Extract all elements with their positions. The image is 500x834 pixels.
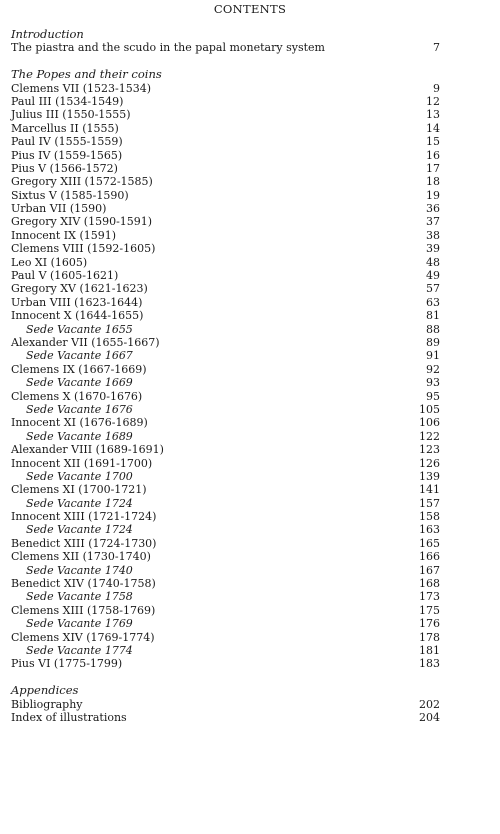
entry-page-number: 19 <box>426 188 440 202</box>
entry-label: Clemens VII (1523-1534) <box>11 81 152 95</box>
entry-page-number: 178 <box>419 630 440 644</box>
entry-page-number: 89 <box>426 335 440 349</box>
entry-page-number: 202 <box>419 697 440 711</box>
entry-page-number: 57 <box>426 282 440 296</box>
entry-page-number: 17 <box>426 161 440 175</box>
entry-page-number: 139 <box>419 469 440 483</box>
contents-section <box>11 68 440 671</box>
entry-page-number: 48 <box>426 255 440 269</box>
entry-label: Sede Vacante 1669 <box>26 376 133 390</box>
toc-entry <box>11 108 440 121</box>
toc-entry-sede-vacante <box>11 617 440 630</box>
entry-page-number: 141 <box>419 483 440 497</box>
contents-sections <box>11 28 440 738</box>
toc-entry <box>11 229 440 242</box>
toc-entry <box>11 443 440 456</box>
entry-page-number: 106 <box>419 416 440 430</box>
toc-entry-sede-vacante <box>11 497 440 510</box>
entry-label: Urban VIII (1623-1644) <box>11 295 143 309</box>
entry-page-number: 7 <box>433 41 440 55</box>
entry-label: Sede Vacante 1667 <box>26 349 133 363</box>
entry-page-number: 168 <box>419 577 440 591</box>
entry-label: Clemens VIII (1592-1605) <box>11 242 156 256</box>
entry-page-number: 105 <box>419 402 440 416</box>
toc-entry <box>11 122 440 135</box>
entry-label: Paul III (1534-1549) <box>11 94 124 108</box>
toc-entry <box>11 256 440 269</box>
toc-entry <box>11 41 440 54</box>
entry-label: Innocent X (1644-1655) <box>11 309 144 323</box>
entry-page-number: 91 <box>426 349 440 363</box>
toc-entry-sede-vacante <box>11 349 440 362</box>
entry-page-number: 16 <box>426 148 440 162</box>
entry-label: Paul V (1605-1621) <box>11 269 119 283</box>
entry-label: Benedict XIV (1740-1758) <box>11 577 156 591</box>
entry-label: Clemens IX (1667-1669) <box>11 362 147 376</box>
entry-label: Bibliography <box>11 697 83 711</box>
entry-label: The piastra and the scudo in the papal monetary system <box>11 41 325 55</box>
toc-entry <box>11 537 440 550</box>
toc-entry <box>11 162 440 175</box>
entry-label: Benedict XIII (1724-1730) <box>11 536 157 550</box>
toc-entry <box>11 175 440 188</box>
entry-page-number: 39 <box>426 242 440 256</box>
entry-page-number: 165 <box>419 536 440 550</box>
entry-label: Gregory XIII (1572-1585) <box>11 175 153 189</box>
entry-label: Innocent XIII (1721-1724) <box>11 510 157 524</box>
toc-entry-sede-vacante <box>11 523 440 536</box>
entry-label: Gregory XV (1621-1623) <box>11 282 148 296</box>
entry-page-number: 49 <box>426 269 440 283</box>
entry-label: Innocent IX (1591) <box>11 228 117 242</box>
toc-entry <box>11 95 440 108</box>
toc-entry-sede-vacante <box>11 376 440 389</box>
toc-entry <box>11 457 440 470</box>
toc-entry <box>11 82 440 95</box>
entry-page-number: 175 <box>419 603 440 617</box>
entry-page-number: 167 <box>419 563 440 577</box>
entry-page-number: 12 <box>426 94 440 108</box>
entry-label: Sede Vacante 1740 <box>26 563 133 577</box>
toc-entry <box>11 577 440 590</box>
toc-entry <box>11 242 440 255</box>
entry-label: Index of illustrations <box>11 710 127 724</box>
entry-page-number: 92 <box>426 362 440 376</box>
entry-page-number: 126 <box>419 456 440 470</box>
toc-entry <box>11 631 440 644</box>
toc-entry <box>11 296 440 309</box>
toc-entry <box>11 309 440 322</box>
toc-entry <box>11 657 440 670</box>
entry-page-number: 88 <box>426 322 440 336</box>
entry-page-number: 122 <box>419 429 440 443</box>
entry-label: Leo XI (1605) <box>11 255 88 269</box>
entry-label: Sede Vacante 1689 <box>26 429 133 443</box>
toc-entry <box>11 604 440 617</box>
entry-label: Julius III (1550-1555) <box>11 108 131 122</box>
entry-page-number: 13 <box>426 108 440 122</box>
entry-page-number: 176 <box>419 617 440 631</box>
entry-label: Clemens X (1670-1676) <box>11 389 143 403</box>
section-heading: The Popes and their coins <box>11 67 162 82</box>
entry-label: Innocent XI (1676-1689) <box>11 416 148 430</box>
entry-page-number: 15 <box>426 135 440 149</box>
entry-label: Pius VI (1775-1799) <box>11 657 123 671</box>
entry-label: Paul IV (1555-1559) <box>11 135 123 149</box>
toc-entry-sede-vacante <box>11 590 440 603</box>
entry-page-number: 93 <box>426 376 440 390</box>
entry-page-number: 14 <box>426 121 440 135</box>
entry-label: Urban VII (1590) <box>11 202 107 216</box>
section-heading: Appendices <box>11 683 79 698</box>
toc-entry-sede-vacante <box>11 323 440 336</box>
entry-label: Sede Vacante 1676 <box>26 402 133 416</box>
entry-page-number: 204 <box>419 710 440 724</box>
toc-entry-sede-vacante <box>11 644 440 657</box>
entry-label: Pius V (1566-1572) <box>11 161 118 175</box>
entry-page-number: 181 <box>419 643 440 657</box>
entry-page-number: 123 <box>419 443 440 457</box>
entry-page-number: 183 <box>419 657 440 671</box>
toc-entry <box>11 149 440 162</box>
toc-entry <box>11 483 440 496</box>
toc-entry <box>11 282 440 295</box>
entry-label: Sede Vacante 1655 <box>26 322 133 336</box>
toc-entry <box>11 698 440 711</box>
page-title: CONTENTS <box>213 2 287 16</box>
entry-page-number: 166 <box>419 550 440 564</box>
contents-section <box>11 684 440 724</box>
entry-label: Pius IV (1559-1565) <box>11 148 123 162</box>
toc-entry <box>11 416 440 429</box>
toc-entry <box>11 336 440 349</box>
entry-label: Sede Vacante 1724 <box>26 496 133 510</box>
entry-label: Clemens XII (1730-1740) <box>11 550 151 564</box>
entry-label: Marcellus II (1555) <box>11 121 119 135</box>
toc-entry <box>11 510 440 523</box>
entry-page-number: 38 <box>426 228 440 242</box>
entry-label: Sixtus V (1585-1590) <box>11 188 129 202</box>
entry-label: Sede Vacante 1700 <box>26 469 133 483</box>
toc-entry-sede-vacante <box>11 564 440 577</box>
entry-page-number: 163 <box>419 523 440 537</box>
toc-entry <box>11 390 440 403</box>
toc-entry <box>11 711 440 724</box>
toc-entry <box>11 215 440 228</box>
entry-label: Sede Vacante 1724 <box>26 523 133 537</box>
entry-page-number: 173 <box>419 590 440 604</box>
entry-label: Clemens XIII (1758-1769) <box>11 603 156 617</box>
entry-page-number: 18 <box>426 175 440 189</box>
entry-label: Sede Vacante 1758 <box>26 590 133 604</box>
entry-page-number: 81 <box>426 309 440 323</box>
entry-page-number: 9 <box>433 81 440 95</box>
section-heading: Introduction <box>11 27 84 41</box>
entry-label: Sede Vacante 1774 <box>26 643 133 657</box>
entry-label: Innocent XII (1691-1700) <box>11 456 153 470</box>
toc-entry <box>11 550 440 563</box>
entry-page-number: 158 <box>419 510 440 524</box>
toc-entry <box>11 135 440 148</box>
entry-page-number: 95 <box>426 389 440 403</box>
entry-label: Gregory XIV (1590-1591) <box>11 215 153 229</box>
entry-label: Alexander VII (1655-1667) <box>11 335 160 349</box>
entry-page-number: 63 <box>426 295 440 309</box>
entry-label: Alexander VIII (1689-1691) <box>11 443 164 457</box>
toc-entry <box>11 189 440 202</box>
entry-page-number: 157 <box>419 496 440 510</box>
toc-entry <box>11 363 440 376</box>
toc-entry-sede-vacante <box>11 470 440 483</box>
toc-entry <box>11 269 440 282</box>
entry-page-number: 37 <box>426 215 440 229</box>
toc-entry <box>11 202 440 215</box>
contents-section <box>11 28 440 55</box>
toc-entry-sede-vacante <box>11 403 440 416</box>
toc-entry-sede-vacante <box>11 430 440 443</box>
entry-page-number: 36 <box>426 202 440 216</box>
entry-label: Sede Vacante 1769 <box>26 617 133 631</box>
entry-label: Clemens XI (1700-1721) <box>11 483 147 497</box>
entry-label: Clemens XIV (1769-1774) <box>11 630 155 644</box>
